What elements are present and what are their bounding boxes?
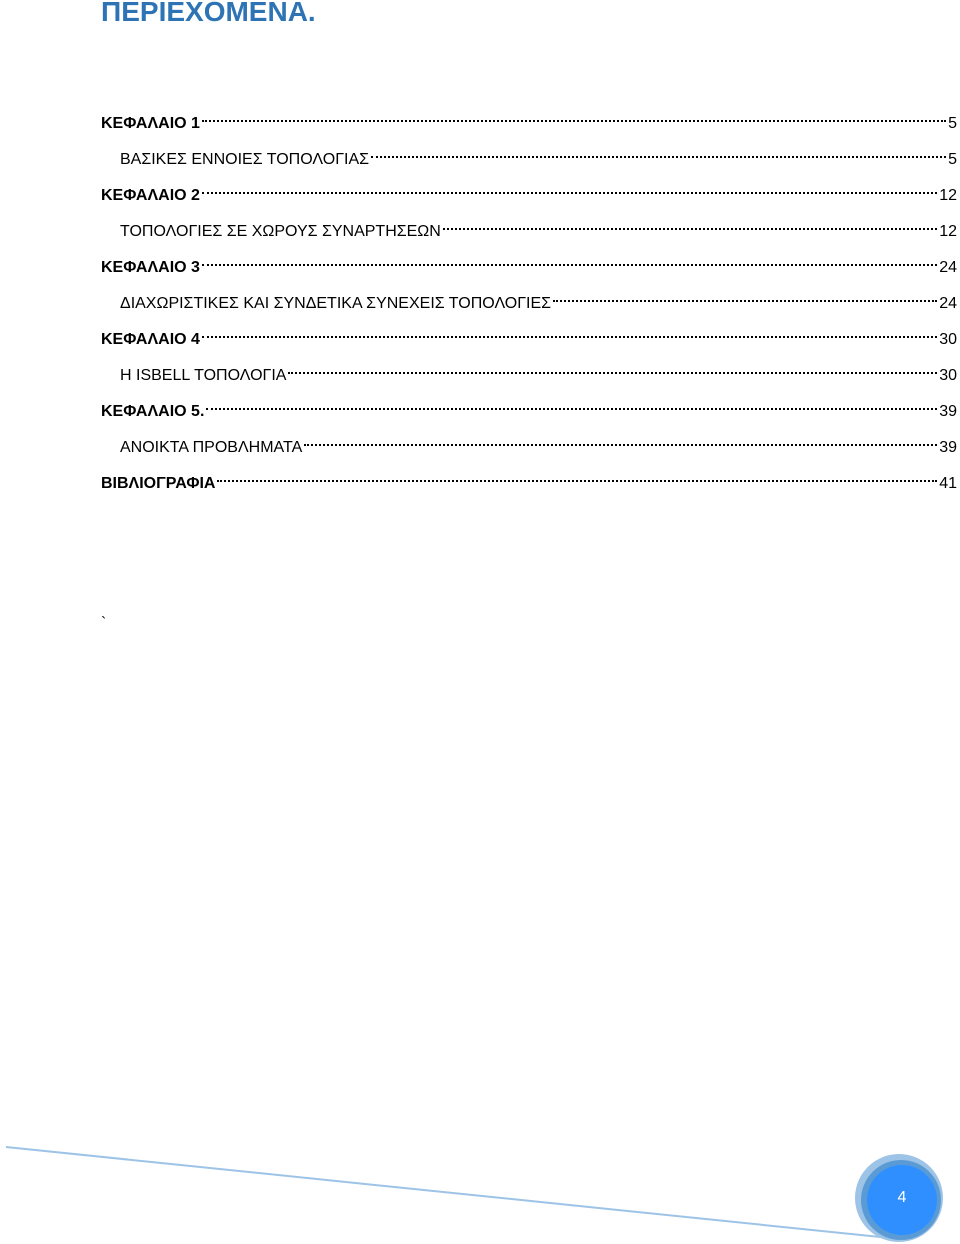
toc-entry-page: 24 [939, 295, 957, 312]
toc-entry-chapter-5[interactable] [101, 394, 957, 430]
toc-entry-isbell-topology[interactable] [101, 358, 957, 394]
toc-entry-open-problems[interactable] [101, 430, 957, 466]
toc-entry-label: ΔΙΑΧΩΡΙΣΤΙΚΕΣ ΚΑΙ ΣΥΝΔΕΤΙΚΑ ΣΥΝΕΧΕΙΣ ΤΟΠΟΛΟΓΙΕΣ [120, 295, 552, 312]
toc-entry-label: ΚΕΦΑΛΑΙΟ 3 [101, 259, 200, 276]
toc-entry-page: 39 [939, 403, 957, 420]
toc-entry-label: ΒΙΒΛΙΟΓΡΑΦΙΑ [101, 475, 216, 492]
toc-entry-label: Η ISBELL ΤΟΠΟΛΟΓΙΑ [120, 367, 287, 384]
toc-dot-leader [202, 264, 937, 266]
page-number: 4 [897, 1189, 907, 1206]
toc-entry-label: ΚΕΦΑΛΑΙΟ 4 [101, 331, 200, 348]
toc-dot-leader [553, 300, 937, 302]
toc-entry-separating-topologies[interactable] [101, 286, 957, 322]
toc-entry-page: 5 [948, 115, 957, 132]
toc-entry-label: ΑΝΟΙΚΤΑ ΠΡΟΒΛΗΜΑΤΑ [120, 439, 303, 456]
toc-dot-leader [443, 228, 937, 230]
toc-entry-page: 30 [939, 331, 957, 348]
toc-dot-leader [304, 444, 937, 446]
toc-entry-page: 12 [939, 187, 957, 204]
toc-entry-function-spaces[interactable] [101, 214, 957, 250]
toc-entry-label: ΒΑΣΙΚΕΣ ΕΝΝΟΙΕΣ ΤΟΠΟΛΟΓΙΑΣ [120, 151, 370, 168]
toc-entry-page: 24 [939, 259, 957, 276]
toc-entry-label: ΤΟΠΟΛΟΓΙΕΣ ΣΕ ΧΩΡΟΥΣ ΣΥΝΑΡΤΗΣΕΩΝ [120, 223, 441, 240]
toc-entry-label: ΚΕΦΑΛΑΙΟ 2 [101, 187, 200, 204]
toc-entry-page: 30 [939, 367, 957, 384]
toc-entry-bibliography[interactable] [101, 466, 957, 502]
toc-entry-page: 41 [939, 475, 957, 492]
toc-entry-label: ΚΕΦΑΛΑΙΟ 5. [101, 403, 205, 420]
toc-dot-leader [288, 372, 937, 374]
footer-diagonal-line [6, 1147, 890, 1238]
toc-entry-chapter-1[interactable] [101, 106, 957, 142]
toc-entry-chapter-3[interactable] [101, 250, 957, 286]
toc-dot-leader [202, 336, 937, 338]
toc-dot-leader [202, 192, 937, 194]
footer-decoration [0, 1130, 960, 1244]
table-of-contents [101, 106, 957, 502]
toc-entry-chapter-2[interactable] [101, 178, 957, 214]
toc-entry-basic-concepts[interactable] [101, 142, 957, 178]
toc-entry-label: ΚΕΦΑΛΑΙΟ 1 [101, 115, 200, 132]
toc-heading: ΠΕΡΙΕΧΟΜΕΝΑ. [101, 0, 316, 27]
toc-dot-leader [206, 408, 937, 410]
toc-entry-chapter-4[interactable] [101, 322, 957, 358]
toc-entry-page: 12 [939, 223, 957, 240]
toc-entry-page: 5 [948, 151, 957, 168]
toc-dot-leader [202, 120, 946, 122]
stray-backtick-mark: ` [101, 615, 107, 632]
toc-dot-leader [217, 480, 937, 482]
toc-entry-page: 39 [939, 439, 957, 456]
toc-dot-leader [371, 156, 946, 158]
